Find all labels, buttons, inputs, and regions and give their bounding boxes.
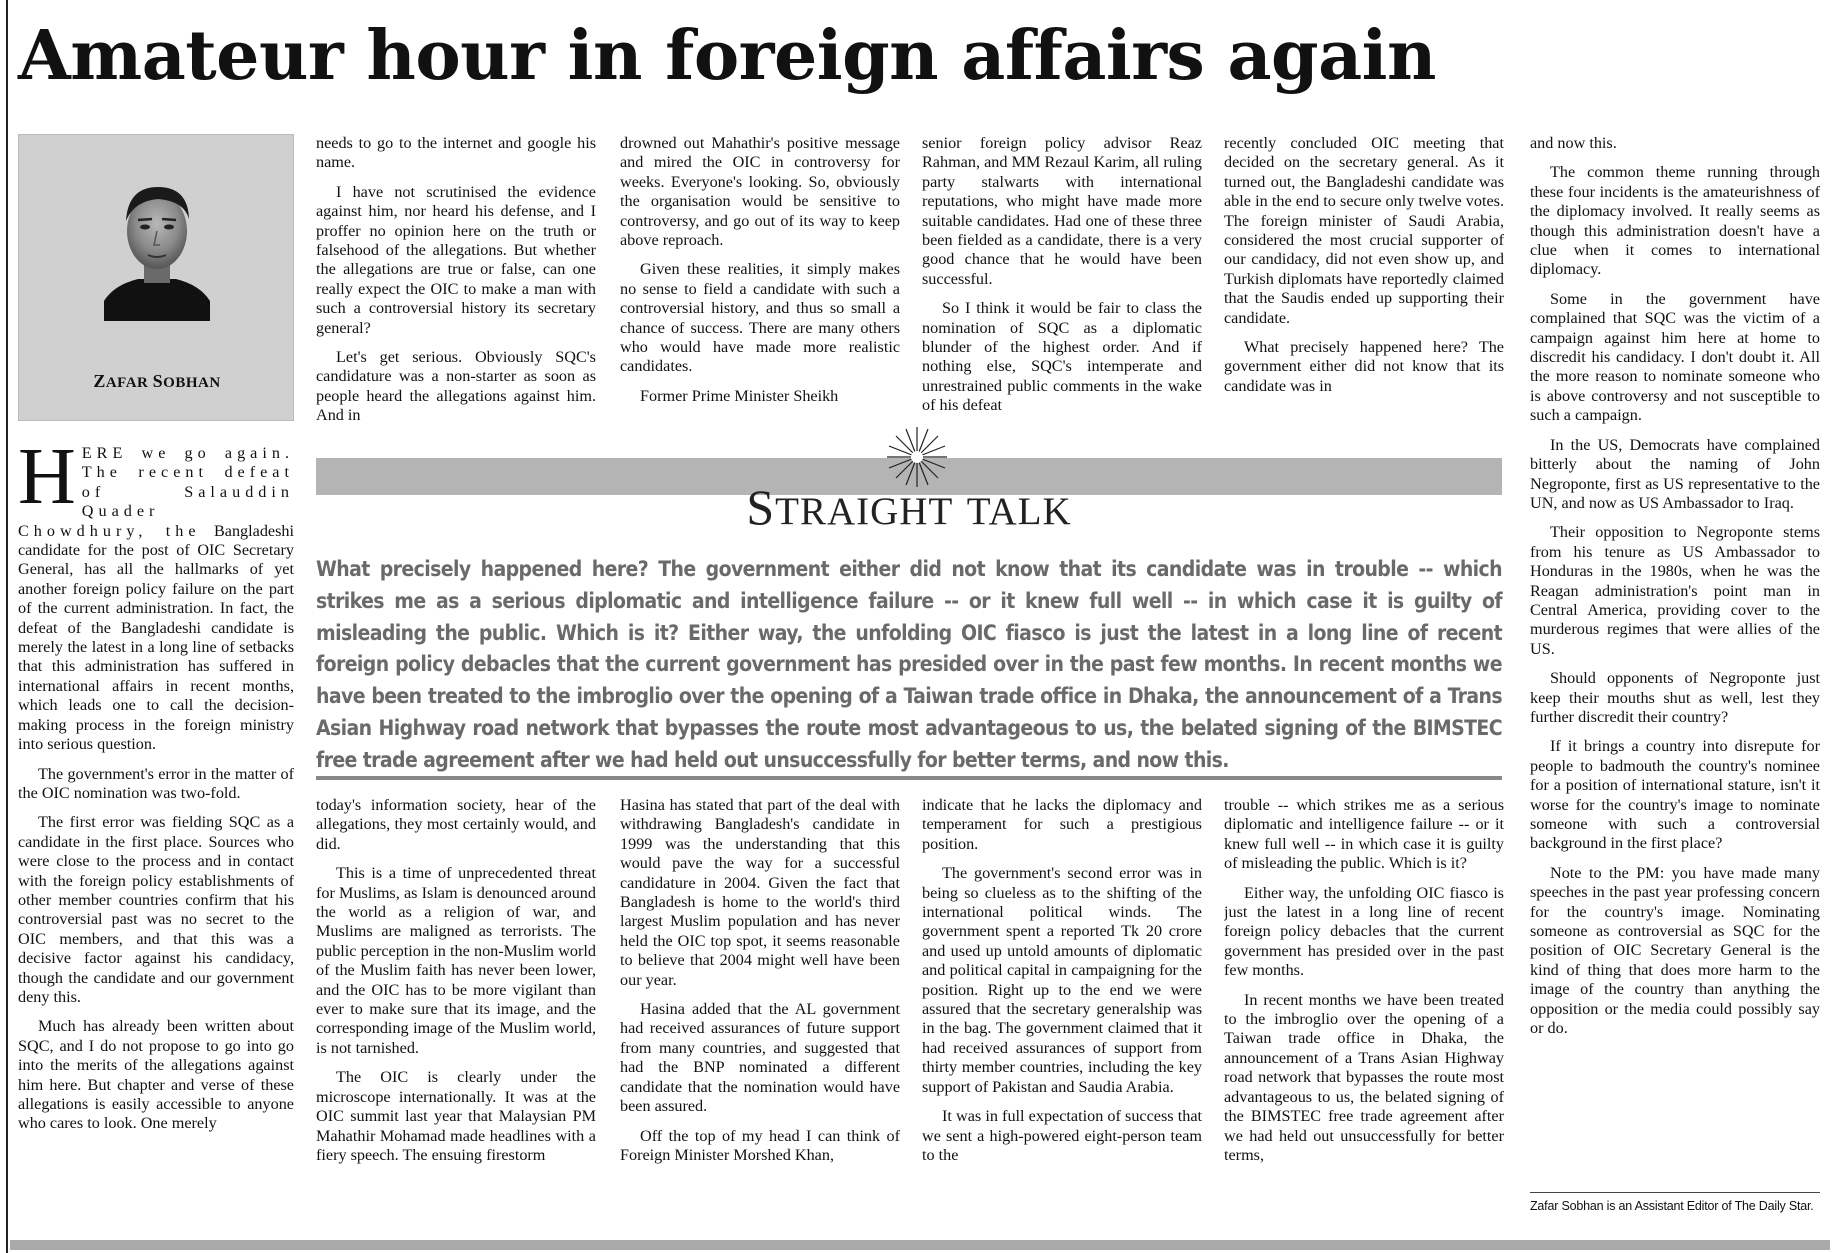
pull-quote: What precisely happened here? The government either did not know that its candidate was in trouble -- which strikes me as a serious diplomatic and intelligence failure -- or it knew full well -- in which case it is guilty of misleading the public. Which is it? Either way, the unfolding OIC fiasco is just the latest in a long line of recent foreign policy debacles that the current government has presided over in the past few months. In recent months we have been treated to the imbroglio over the opening of a Taiwan trade office in Dhaka, the announcement of a Trans Asian Highway road network that bypasses the route most advantageous to us, the belated signing of the BIMSTEC free trade agreement after we had held out unsuccessfully for better terms, and now this.: [316, 557, 1502, 772]
paragraph: In the US, Democrats have complained bitterly about the naming of John Negroponte, first as US representative to the UN, and now as US Ambassador to Iraq.: [1530, 435, 1820, 512]
drop-cap: H: [18, 444, 76, 521]
author-footnote: Zafar Sobhan is an Assistant Editor of The Daily Star.: [1530, 1199, 1814, 1213]
paragraph: Off the top of my head I can think of Foreign Minister Morshed Khan,: [620, 1126, 900, 1164]
column-5-bottom: [1224, 796, 1504, 1234]
paragraph: Much has already been written about SQC, and I do not propose to go into go into the merits of the allegations against him here. But chapter and verse of these allegations is easily accessible to anyone who cares to look. One merely: [18, 1017, 294, 1133]
author-byline: ZAFAR SOBHAN: [93, 371, 221, 391]
column-3-bottom: [620, 796, 900, 1234]
paragraph: Should opponents of Negroponte just keep their mouths shut as well, lest they further discredit their country?: [1530, 669, 1820, 726]
paragraph: senior foreign policy advisor Reaz Rahman, and MM Rezaul Karim, all ruling party stalwarts with international reputations, who might have made more suitable candidates. Had one of these three been fielded as a candidate, there is a very good chance that he would have been successful.: [922, 134, 1202, 288]
paragraph: Let's get serious. Obviously SQC's candidature was a non-starter as soon as people heard the allegations against him. And in: [316, 348, 596, 425]
paragraph: If it brings a country into disrepute for people to badmouth the country's nominee for a position of international stature, isn't it worse for the country's image to nominate someone with such a controversial background in the first place?: [1530, 737, 1820, 853]
author-photo-box: [18, 134, 294, 421]
pull-quote-rule: [316, 776, 1502, 780]
paragraph: The common theme running through these four incidents is the amateurishness of the diplomacy involved. It really seems as though this administration doesn't have a clue when it comes to international diplomacy.: [1530, 163, 1820, 279]
author-portrait: [104, 173, 210, 321]
paragraph: and now this.: [1530, 134, 1617, 152]
column-6: [1530, 134, 1820, 1189]
paragraph: drowned out Mahathir's positive message and mired the OIC in controversy for weeks. Everyone's looking. So, obviously the organisation would be sensitive to controversy, and go out of its way to keep above reproach.: [620, 134, 900, 250]
paragraph: The government's second error was in being so clueless as to the shifting of the international political winds. The government spent a reported Tk 20 crore and used up untold amounts of diplomatic and political capital in campaigning for the position. Right up to the end we were assured that the secretary generalship was in the bag. The government claimed that it had received assurances of support from thirty member countries, including the key support of Pakistan and Saudia Arabia.: [922, 864, 1202, 1096]
paragraph: Some in the government have complained that SQC was the victim of a campaign against him here at home to discredit his candidacy. I don't doubt it. All the more reason to nominate someone who is above controversy and not susceptible to such a campaign.: [1530, 289, 1820, 425]
column-1: [18, 444, 294, 1234]
paragraph: Hasina added that the AL government had received assurances of future support from many countries, and suggested that had the BNP nominated a different candidate that the nomination would have been assured.: [620, 1000, 900, 1116]
bottom-border-rule: [10, 1240, 1830, 1250]
column-4-bottom: [922, 796, 1202, 1234]
column-name: STRAIGHT TALK: [746, 479, 1072, 535]
paragraph: The OIC is clearly under the microscope internationally. It was at the OIC summit last year that Malaysian PM Mahathir Mohamad made headlines with a fiery speech. The ensuing firestorm: [316, 1068, 596, 1164]
column-2-bottom: [316, 796, 596, 1234]
paragraph: It was in full expectation of success that we sent a high-powered eight-person team to the: [922, 1107, 1202, 1164]
column-5-top: [1224, 134, 1504, 444]
paragraph: This is a time of unprecedented threat for Muslims, as Islam is denounced around the world as a religion of war, and Muslims are maligned as terrorists. The public perception in the non-Muslim world of the Muslim faith has never been lower, and the OIC has to be more vigilant than ever to make sure that its image, and the corresponding image of the Muslim world, is not tarnished.: [316, 864, 596, 1057]
paragraph: In recent months we have been treated to the imbroglio over the opening of a Taiwan trade office in Dhaka, the announcement of a Trans Asian Highway road network that bypasses the route most advantageous to us, the belated signing of the BIMSTEC free trade agreement after we had held out unsuccessfully for better terms,: [1224, 990, 1504, 1164]
paragraph: Hasina has stated that part of the deal with withdrawing Bangladesh's candidate in 1999 was the understanding that this would pave the way for a successful candidature in 2004. Given the fact that Bangladesh is home to the world's third largest Muslim population and has never held the OIC top spot, it seems reasonable to believe that 2004 might well have been our year.: [620, 796, 900, 989]
column-4-top: [922, 134, 1202, 444]
paragraph: The government's error in the matter of the OIC nomination was two-fold.: [18, 764, 294, 802]
left-border-rule: [6, 0, 8, 1253]
paragraph: Given these realities, it simply makes no sense to field a candidate with such a controversial history, and thus so small a chance of success. There are many others who would have made more realistic candidates.: [620, 260, 900, 376]
paragraph: indicate that he lacks the diplomacy and temperament for such a prestigious position.: [922, 796, 1202, 853]
footnote-rule: [1530, 1192, 1820, 1193]
paragraph: Note to the PM: you have made many speeches in the past year professing concern for the country's image. Nominating someone as controversial as SQC for the position of OIC Secretary General is the kind of thing that does more harm to the image of the country than anything the opposition or the media could possibly say or do.: [1530, 863, 1820, 1038]
lead-paragraph: HERE we go again. The recent defeat of Salauddin Quader Chowdhury, the Bangladeshi candidate for the post of OIC Secretary General, has all the hallmarks of yet another foreign policy failure on the part of the current administration. In fact, the defeat of the Bangladeshi candidate is merely the latest in a long line of setbacks that this administration has suffered in international affairs in recent months, which leads one to call the decision-making process in the foreign ministry into serious question.: [18, 444, 294, 754]
paragraph: Either way, the unfolding OIC fiasco is just the latest in a long line of recent foreign policy debacles that the current government has presided over in the past few months.: [1224, 883, 1504, 980]
paragraph: What precisely happened here? The government either did not know that its candidate was in: [1224, 338, 1504, 395]
column-3-top: [620, 134, 900, 444]
paragraph: I have not scrutinised the evidence against him, nor heard his defense, and I proffer no opinion here on the truth or falsehood of the allegations. But whether the allegations are true or false, can one really expect the OIC to make a man with such a controversial history its secretary general?: [316, 182, 596, 337]
paragraph: today's information society, hear of the allegations, they most certainly would, and did.: [316, 796, 596, 853]
paragraph: So I think it would be fair to class the nomination of SQC as a diplomatic blunder of the highest order. And if nothing else, SQC's intemperate and unrestrained public comments in the wake of his defeat: [922, 299, 1202, 415]
headline: Amateur hour in foreign affairs again: [18, 16, 1436, 96]
paragraph: The first error was fielding SQC as a candidate in the first place. Sources who were close to the process and in contact with the foreign policy establishments of other member countries confirm that his controversial past was no secret to the OIC members, and that this was a decisive factor against his candidacy, though the candidate and our government deny this.: [18, 813, 294, 1006]
paragraph: Their opposition to Negroponte stems from his tenure as US Ambassador to Honduras in the 1980s, when he was the Reagan administration's point man in Central America, providing cover to the murderous regimes that were allies of the US.: [1530, 523, 1820, 658]
column-2-top: [316, 134, 596, 444]
paragraph: trouble -- which strikes me as a serious diplomatic and intelligence failure -- or it knew full well -- in which case it is guilty of misleading the public. Which is it?: [1224, 796, 1504, 873]
starburst-icon: [885, 425, 949, 489]
paragraph: needs to go to the internet and google his name.: [316, 134, 596, 172]
paragraph: Former Prime Minister Sheikh: [640, 386, 839, 405]
paragraph: recently concluded OIC meeting that decided on the secretary general. As it turned out, the Bangladeshi candidate was able in the end to secure only twelve votes. The foreign minister of Saudi Arabia, considered the most crucial supporter of our candidacy, did not even show up, and Turkish diplomats have reportedly claimed that the Saudis ended up supporting their candidate.: [1224, 134, 1504, 327]
